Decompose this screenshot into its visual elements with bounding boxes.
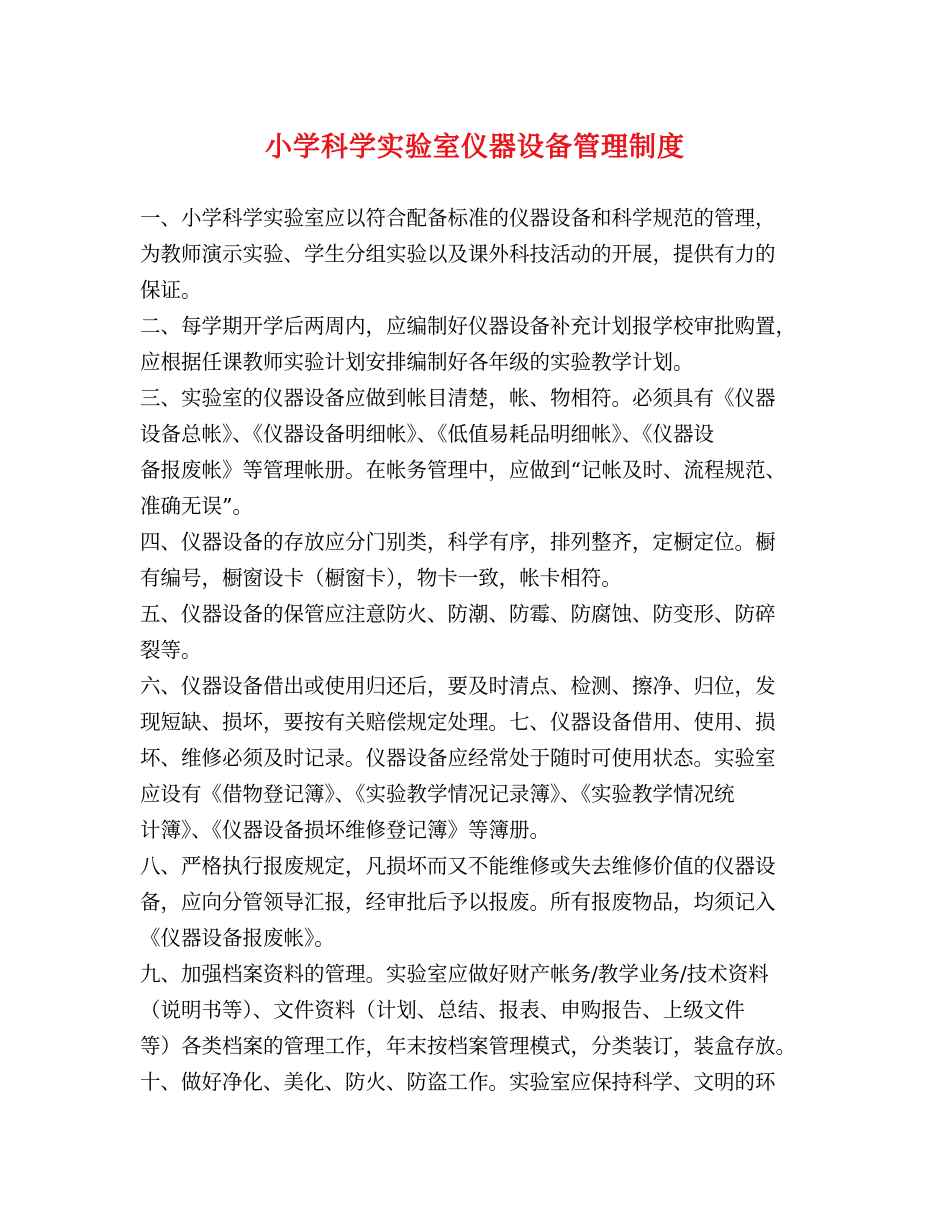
- body-line: 计簿》、《仪器设备损坏维修登记簿》等簿册。: [140, 818, 550, 842]
- body-line: 备报废帐》等管理帐册。在帐务管理中，应做到“记帐及时、流程规范、: [140, 458, 786, 482]
- body-line: 二、每学期开学后两周内，应编制好仪器设备补充计划报学校审批购置，: [140, 314, 796, 338]
- document-title: 小学科学实验室仪器设备管理制度: [265, 132, 685, 163]
- body-line: 四、仪器设备的存放应分门别类，科学有序，排列整齐，定橱定位。橱: [140, 530, 776, 554]
- body-line: 为教师演示实验、学生分组实验以及课外科技活动的开展，提供有力的: [140, 242, 776, 266]
- body-line: 《仪器设备报废帐》。: [140, 926, 335, 950]
- body-line: 三、实验室的仪器设备应做到帐目清楚，帐、物相符。必须具有《仪器: [140, 386, 776, 410]
- body-line: 现短缺、损坏，要按有关赔偿规定处理。七、仪器设备借用、使用、损: [140, 710, 776, 734]
- body-line: 设备总帐》、《仪器设备明细帐》、《低值易耗品明细帐》、《仪器设: [140, 422, 714, 446]
- body-line: 坏、维修必须及时记录。仪器设备应经常处于随时可使用状态。实验室: [140, 746, 776, 770]
- body-line: 应根据任课教师实验计划安排编制好各年级的实验教学计划。: [140, 350, 694, 374]
- document-body: [140, 200, 830, 1100]
- body-line: 保证。: [140, 278, 202, 302]
- body-line: 裂等。: [140, 638, 202, 662]
- body-line: 五、仪器设备的保管应注意防火、防潮、防霉、防腐蚀、防变形、防碎: [140, 602, 776, 626]
- body-line: 准确无误”。: [140, 494, 253, 518]
- body-line: 八、严格执行报废规定，凡损坏而又不能维修或失去维修价值的仪器设: [140, 854, 776, 878]
- body-line: （说明书等）、文件资料（计划、总结、报表、申购报告、上级文件: [140, 998, 745, 1022]
- body-line: 备，应向分管领导汇报，经审批后予以报废。所有报废物品，均须记入: [140, 890, 776, 914]
- body-line: 九、加强档案资料的管理。实验室应做好财产帐务/教学业务/技术资料: [140, 962, 769, 986]
- body-line: 等）各类档案的管理工作，年末按档案管理模式，分类装订，装盒存放。: [140, 1034, 796, 1058]
- body-line: 有编号，橱窗设卡（橱窗卡），物卡一致，帐卡相符。: [140, 566, 622, 590]
- body-line: 一、小学科学实验室应以符合配备标准的仪器设备和科学规范的管理，: [140, 206, 776, 230]
- body-line: 应设有《借物登记簿》、《实验教学情况记录簿》、《实验教学情况统: [140, 782, 735, 806]
- body-line: 六、仪器设备借出或使用归还后，要及时清点、检测、擦净、归位，发: [140, 674, 776, 698]
- body-line: 十、做好净化、美化、防火、防盗工作。实验室应保持科学、文明的环: [140, 1070, 776, 1094]
